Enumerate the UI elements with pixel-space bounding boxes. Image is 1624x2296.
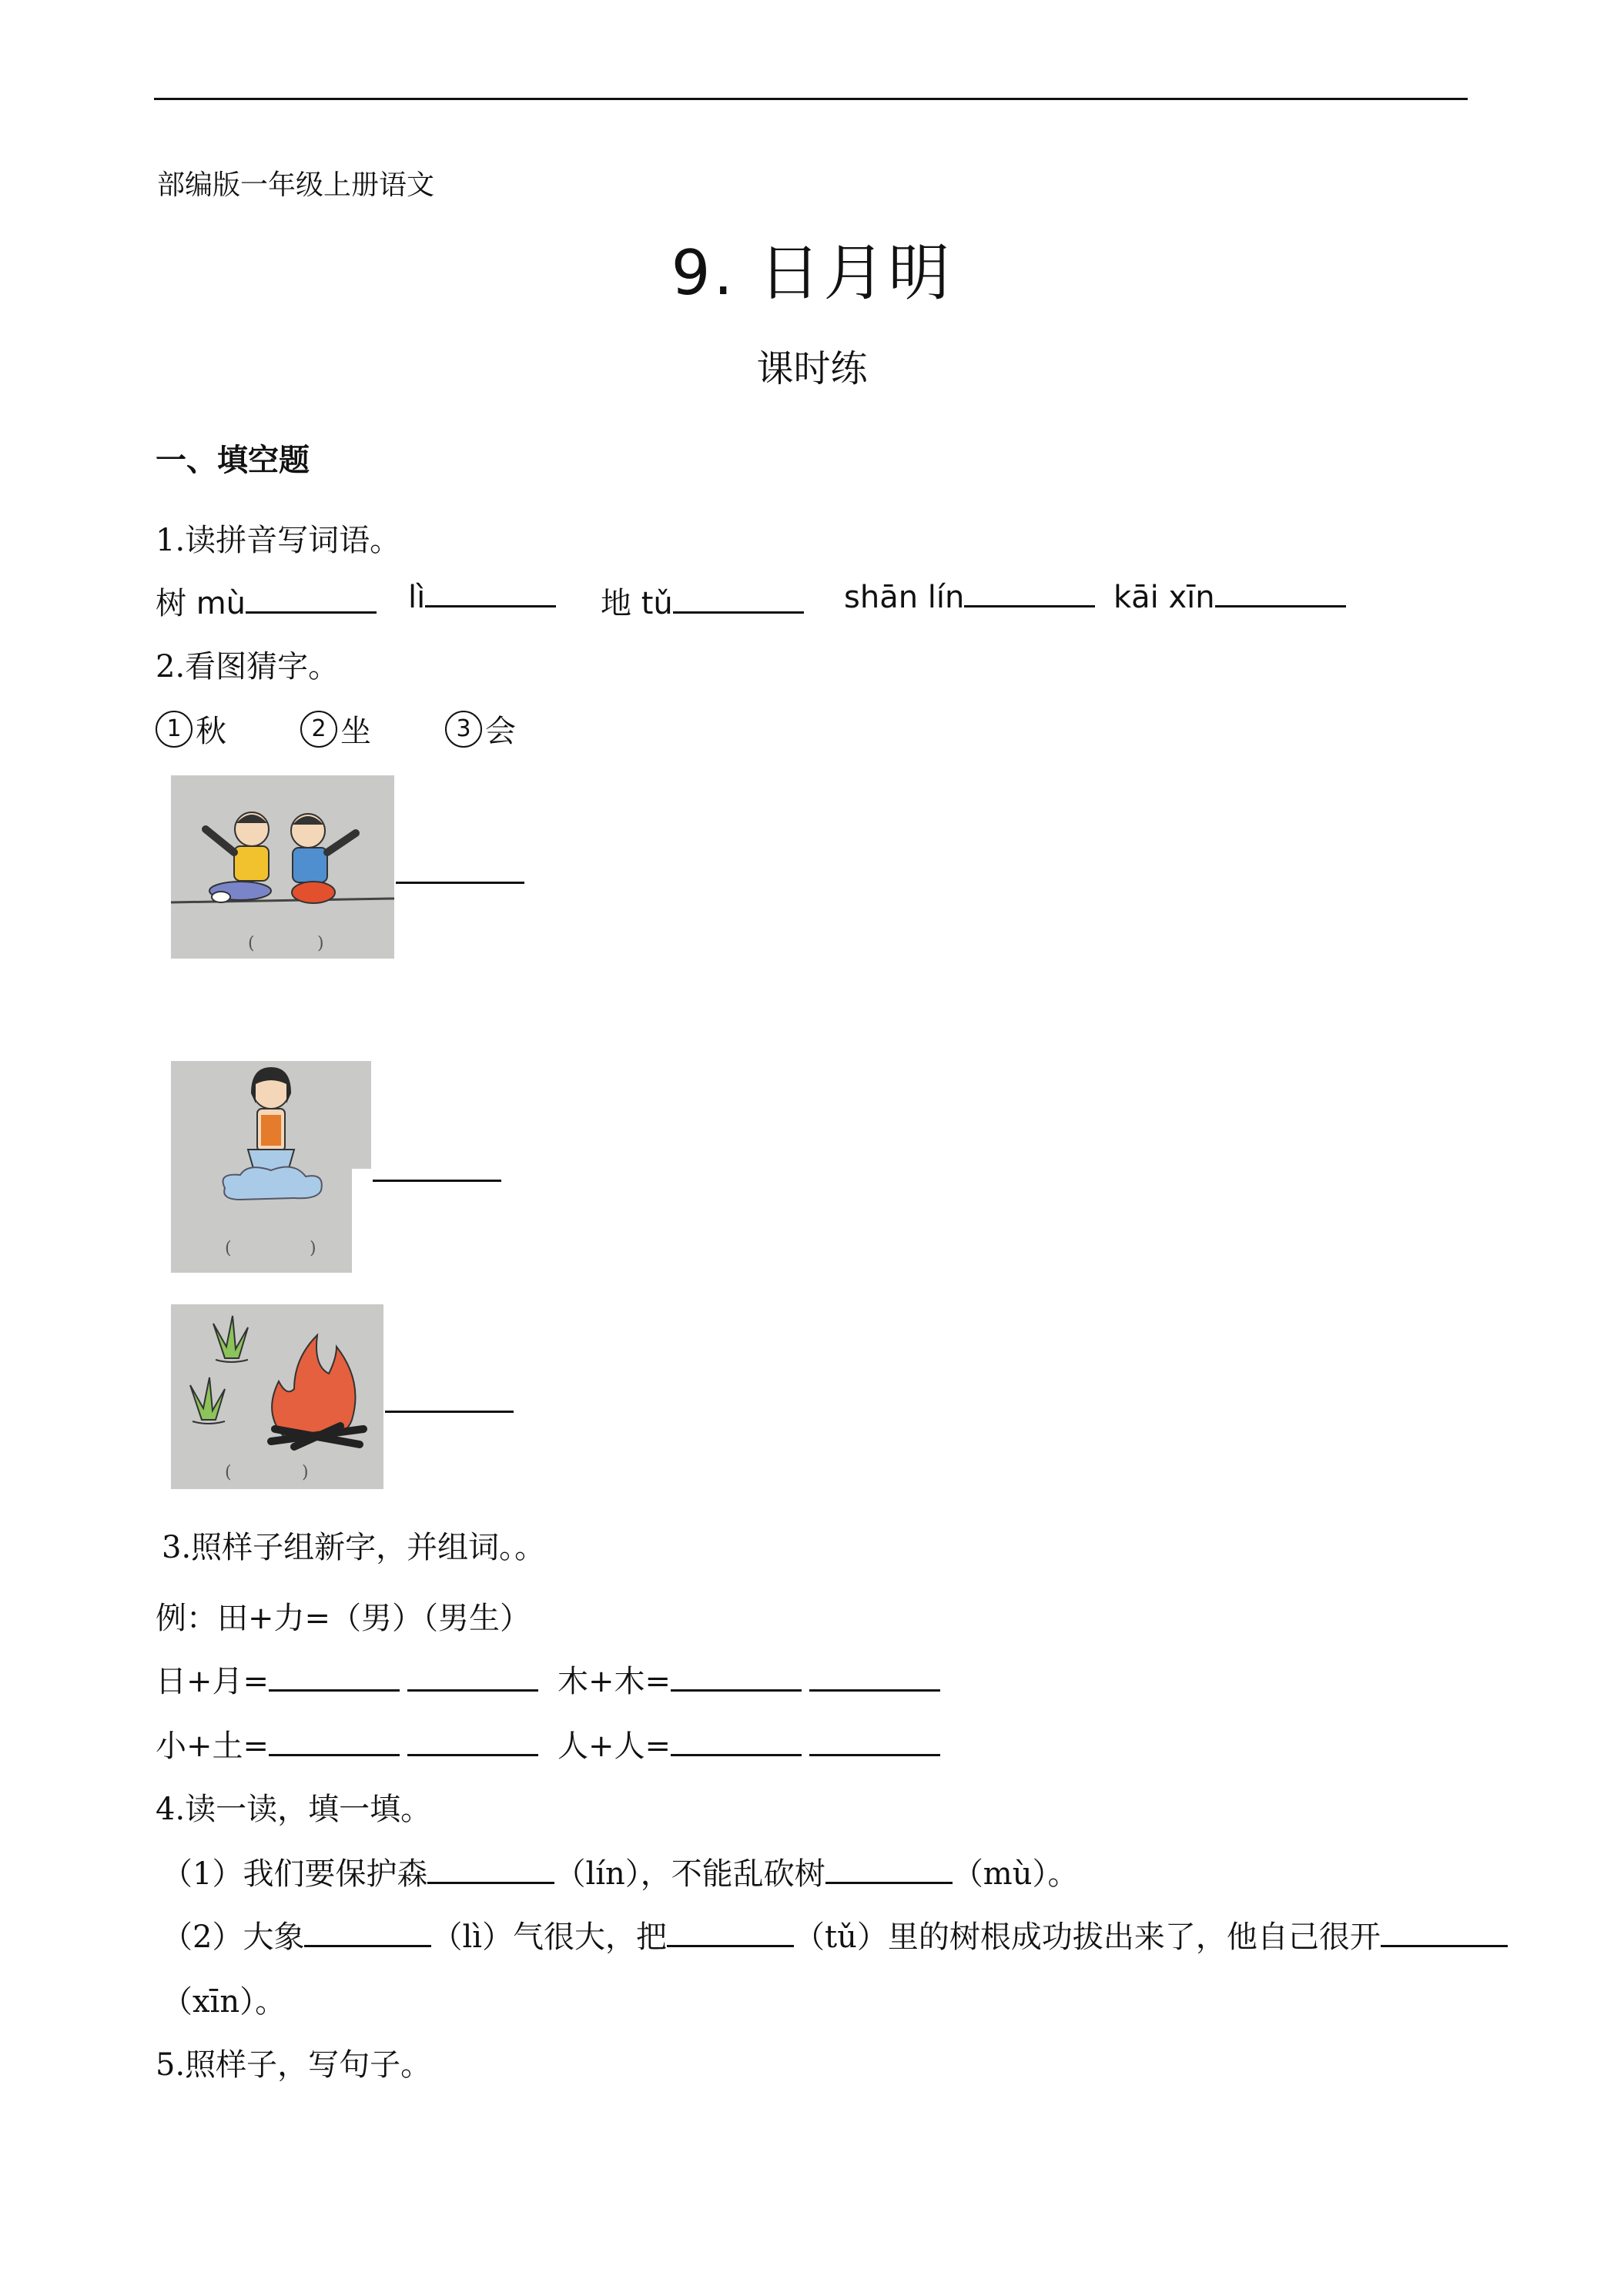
question-1-item: [408, 579, 556, 615]
option-char: 秋: [196, 714, 226, 749]
section-heading: 一、填空题: [156, 442, 310, 478]
question-4-prompt: 4.读一读，填一填。: [156, 1792, 432, 1827]
grass-and-fire-picture: [171, 1304, 383, 1489]
answer-blank[interactable]: [269, 1728, 400, 1756]
item-label: 地 tǔ: [601, 586, 673, 621]
compose-row: [558, 1657, 940, 1701]
sentence-part: （lín），不能乱砍树: [554, 1856, 825, 1892]
compose-row: [558, 1722, 940, 1766]
answer-blank[interactable]: [407, 1663, 538, 1692]
compose-left: 小+土=: [156, 1729, 270, 1764]
compose-row: [156, 1722, 538, 1766]
sentence-part: （2）大象: [162, 1919, 305, 1955]
circled-number: 1: [156, 711, 193, 748]
sentence-part: （1）我们要保护森: [162, 1856, 428, 1892]
svg-text:): ): [302, 1463, 309, 1482]
answer-blank[interactable]: [671, 1663, 802, 1692]
answer-blank[interactable]: [667, 1919, 794, 1947]
sentence-part: （tǔ）里的树根成功拔出来了，他自己很开: [794, 1919, 1381, 1955]
top-rule: [154, 98, 1468, 100]
compose-row: [156, 1657, 538, 1701]
option-item: [300, 707, 371, 751]
answer-blank[interactable]: [304, 1919, 431, 1947]
fill-sentence-2-continued: （xīn）。: [162, 1984, 286, 2020]
answer-blank[interactable]: [825, 1856, 953, 1884]
option-char: 坐: [340, 714, 371, 749]
question-1-prompt: 1.读拼音写词语。: [156, 523, 401, 558]
answer-blank[interactable]: [1381, 1919, 1508, 1947]
page-subtitle: 课时练: [756, 347, 868, 390]
answer-blank[interactable]: [809, 1728, 940, 1756]
question-3-example: 例：田+力=（男）（男生）: [156, 1601, 531, 1636]
grass-and-fire-icon: [171, 1304, 383, 1489]
answer-blank[interactable]: [407, 1728, 538, 1756]
question-1-item: [156, 579, 377, 623]
answer-blank[interactable]: [1215, 579, 1346, 607]
girl-standing-on-cloud-picture: [171, 1061, 371, 1273]
option-item: [445, 707, 516, 751]
answer-blank[interactable]: [385, 1411, 514, 1413]
page-title: 9. 日月明: [671, 237, 953, 309]
answer-blank[interactable]: [673, 585, 804, 614]
option-char: 会: [485, 714, 516, 749]
answer-blank[interactable]: [269, 1663, 400, 1692]
svg-text:(: (: [225, 1239, 232, 1258]
sentence-part: （lì）气很大，把: [431, 1919, 668, 1955]
question-1-item: [844, 579, 1095, 615]
circled-number: 2: [300, 711, 337, 748]
two-children-sitting-picture: [171, 775, 394, 959]
question-1-item: [1113, 579, 1346, 615]
answer-blank[interactable]: [809, 1663, 940, 1692]
item-label: 树 mù: [156, 586, 246, 621]
question-2-prompt: 2.看图猜字。: [156, 649, 340, 684]
question-5-prompt: 5.照样子，写句子。: [156, 2047, 432, 2083]
option-item: [156, 707, 226, 751]
question-3-prompt: 3.照样子组新字，并组词。。: [162, 1530, 546, 1565]
compose-right: 人+人=: [558, 1729, 671, 1764]
question-1-item: [601, 579, 804, 623]
svg-text:(: (: [248, 934, 255, 953]
answer-blank[interactable]: [427, 1856, 554, 1884]
compose-right: 木+木=: [558, 1664, 671, 1699]
svg-text:): ): [317, 934, 324, 953]
svg-text:): ): [310, 1239, 316, 1258]
answer-blank[interactable]: [396, 882, 524, 884]
circled-number: 3: [445, 711, 482, 748]
fill-sentence-2: [162, 1913, 1508, 1956]
item-label: lì: [408, 580, 426, 615]
two-children-sitting-icon: [171, 775, 394, 959]
answer-blank[interactable]: [246, 585, 377, 614]
series-label: 部编版一年级上册语文: [157, 169, 435, 201]
answer-blank[interactable]: [671, 1728, 802, 1756]
fill-sentence-1: [162, 1849, 1079, 1893]
answer-blank[interactable]: [425, 579, 556, 607]
item-label: shān lín: [844, 580, 965, 615]
compose-left: 日+月=: [156, 1664, 270, 1699]
sentence-part: （mù）。: [952, 1856, 1079, 1892]
answer-blank[interactable]: [373, 1180, 501, 1182]
svg-text:(: (: [225, 1463, 232, 1482]
girl-on-cloud-icon: [171, 1061, 371, 1273]
item-label: kāi xīn: [1113, 580, 1215, 615]
answer-blank[interactable]: [964, 579, 1095, 607]
